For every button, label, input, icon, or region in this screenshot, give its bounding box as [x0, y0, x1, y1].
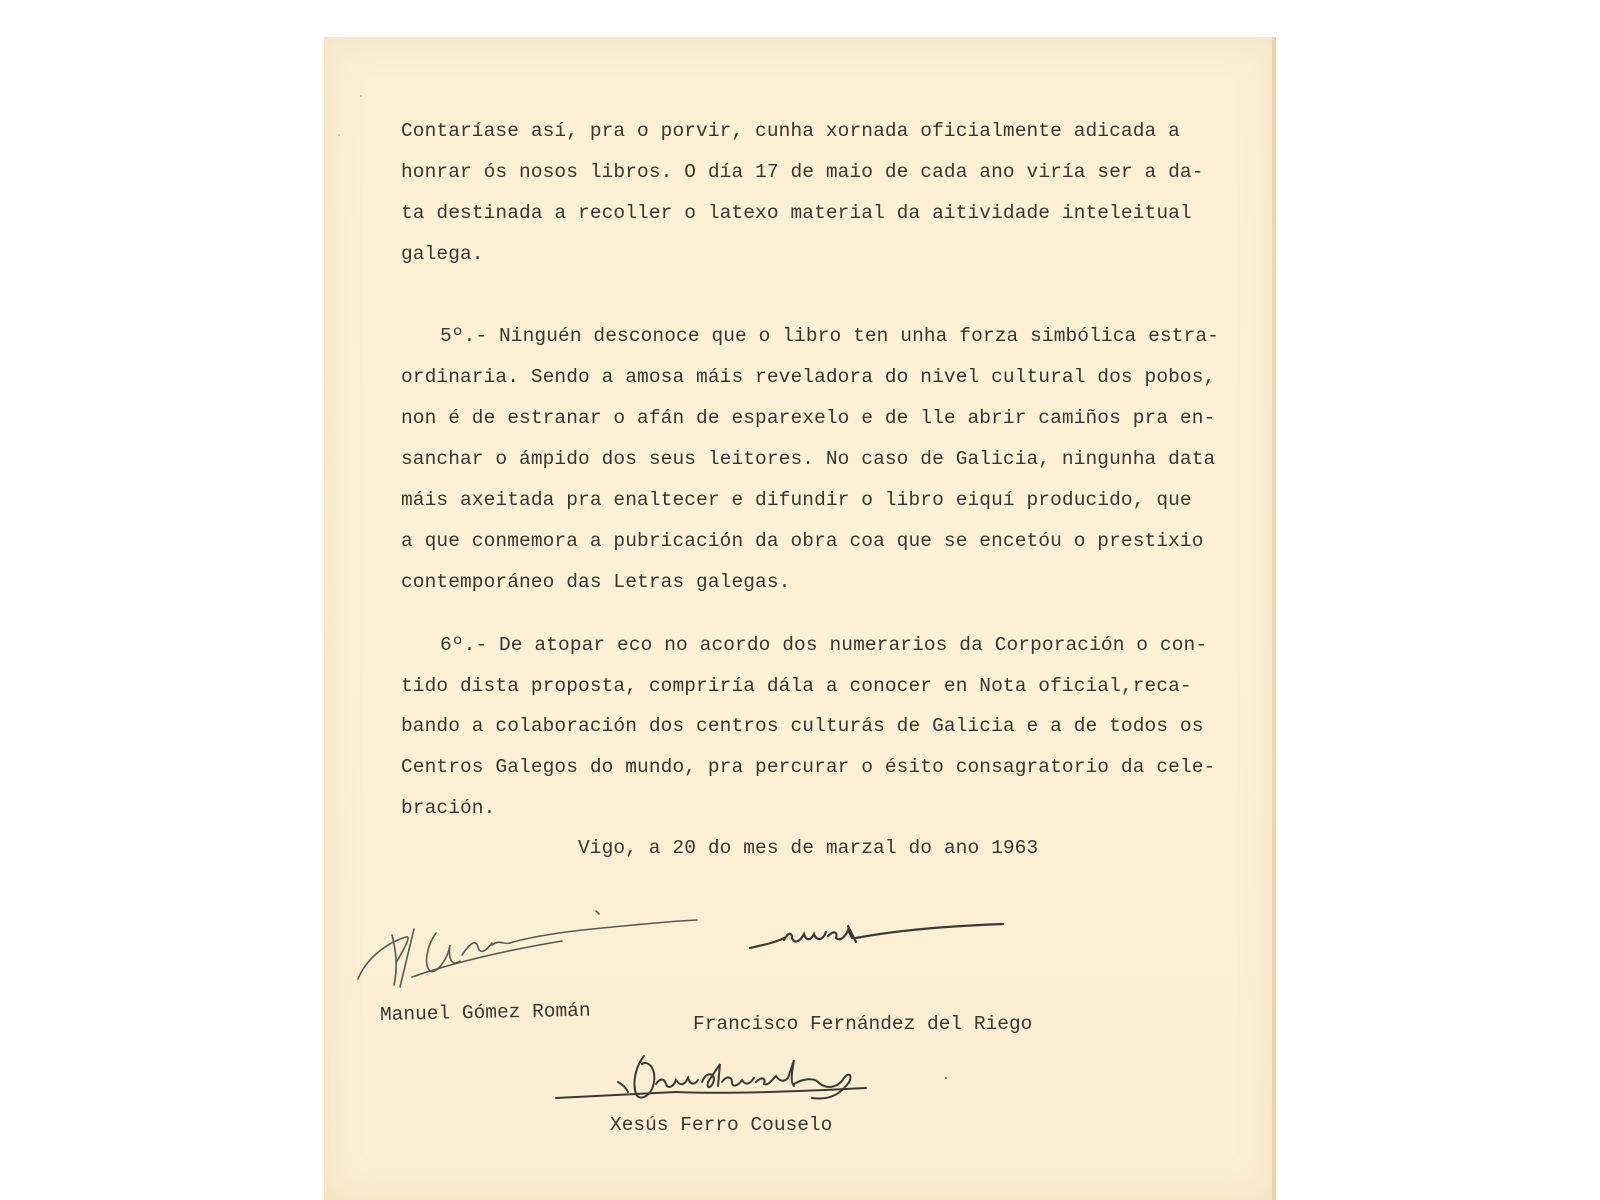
text-line: bando a colaboración dos centros culturás de Galicia e a de todos os	[401, 715, 1204, 737]
place-date: Vigo, a 20 do mes de marzal do ano 1963	[578, 837, 1039, 859]
text-line: bración.	[401, 797, 496, 819]
signatory-name-third: Xesús Ferro Couselo	[610, 1114, 833, 1136]
text-line: Centros Galegos do mundo, pra percurar o ésito consagratorio da cele-	[401, 756, 1216, 778]
signature-francisco-fernandez-del-riego	[748, 918, 1008, 958]
text-line: máis axeitada pra enaltecer e difundir o libro eiquí producido, que	[401, 489, 1192, 511]
signatory-name-second: Francisco Fernández del Riego	[693, 1013, 1033, 1035]
text-line: 5º.- Ninguén desconoce que o libro ten unha forza simbólica estra-	[440, 325, 1219, 347]
text-line: non é de estranar o afán de esparexelo e de lle abrir camiños pra en-	[401, 407, 1216, 429]
text-line: galega.	[401, 243, 484, 265]
text-line: honrar ós nosos libros. O día 17 de maio de cada ano viría ser a da-	[401, 161, 1204, 183]
text-line: tido dista proposta, compriría dála a conocer en Nota oficial,reca-	[401, 675, 1192, 697]
paper-speck	[338, 134, 340, 136]
text-line: Contaríase así, pra o porvir, cunha xornada oficialmente adicada a	[401, 120, 1180, 142]
text-line: contemporáneo das Letras galegas.	[401, 571, 791, 593]
signature-manuel-gomez-roman	[352, 915, 702, 1000]
signature-xesus-ferro-couselo	[556, 1052, 886, 1122]
text-line: sanchar o ámpido dos seus leitores. No caso de Galicia, ningunha data	[401, 448, 1216, 470]
text-line: ta destinada a recoller o latexo material da aitividade inteleitual	[401, 202, 1192, 224]
text-line: a que conmemora a pubricación da obra coa que se encetóu o prestixio	[401, 530, 1204, 552]
text-line: ordinaria. Sendo a amosa máis reveladora do nivel cultural dos pobos,	[401, 366, 1216, 388]
paper-speck	[360, 95, 362, 97]
signatory-name-first: Manuel Gómez Román	[379, 999, 591, 1026]
text-line: 6º.- De atopar eco no acordo dos numerarios da Corporación o con-	[440, 634, 1208, 656]
paper-speck	[945, 1077, 947, 1079]
